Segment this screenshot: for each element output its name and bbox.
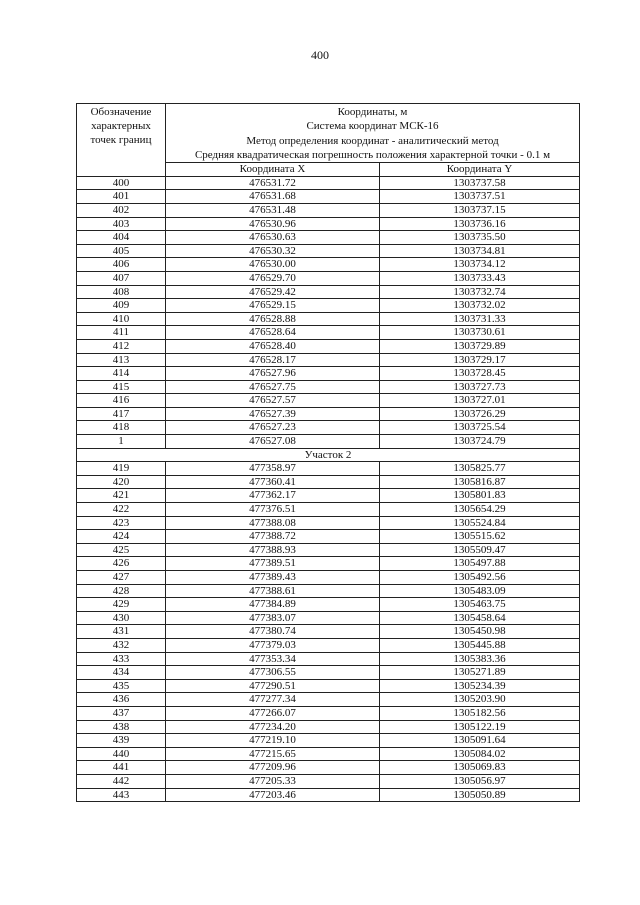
table-row: [77, 761, 580, 775]
y-coordinate-cell: 1305509.47: [380, 543, 580, 557]
x-coordinate-cell: 477376.51: [166, 503, 380, 517]
x-coordinate-cell: 476529.15: [166, 299, 380, 313]
point-id-cell: 420: [77, 475, 166, 489]
table-row: [77, 788, 580, 802]
coords-header-line: Координаты, м: [337, 106, 408, 118]
point-id-cell: 412: [77, 339, 166, 353]
x-coordinate-cell: 477306.55: [166, 666, 380, 680]
point-id-cell: 442: [77, 774, 166, 788]
point-id-cell: 401: [77, 190, 166, 204]
table-row: [77, 190, 580, 204]
x-coordinate-cell: 477389.51: [166, 557, 380, 571]
y-coordinate-cell: 1305825.77: [380, 462, 580, 476]
coords-header-line: Метод определения координат - аналитический метод: [246, 134, 499, 147]
point-id-cell: 441: [77, 761, 166, 775]
y-coordinate-cell: 1303724.79: [380, 435, 580, 449]
point-id-cell: 419: [77, 462, 166, 476]
point-id-cell: 440: [77, 747, 166, 761]
y-coordinate-cell: 1305458.64: [380, 611, 580, 625]
table-row: [77, 774, 580, 788]
x-coordinate-cell: 477209.96: [166, 761, 380, 775]
table-row: [77, 679, 580, 693]
table-row: [77, 421, 580, 435]
table-row: [77, 285, 580, 299]
x-coordinate-cell: 477353.34: [166, 652, 380, 666]
y-coordinate-cell: 1303736.16: [380, 217, 580, 231]
table-header-row: [77, 104, 580, 163]
table-row: [77, 666, 580, 680]
table-row: [77, 353, 580, 367]
table-row: [77, 693, 580, 707]
x-coordinate-cell: 476529.42: [166, 285, 380, 299]
y-coordinate-cell: 1303727.73: [380, 380, 580, 394]
point-id-cell: 430: [77, 611, 166, 625]
y-coordinate-cell: 1305084.02: [380, 747, 580, 761]
point-id-cell: 432: [77, 638, 166, 652]
point-id-cell: 414: [77, 367, 166, 381]
x-coordinate-cell: 477380.74: [166, 625, 380, 639]
y-coordinate-cell: 1303727.01: [380, 394, 580, 408]
table-row: [77, 475, 580, 489]
point-id-cell: 415: [77, 380, 166, 394]
point-id-cell: 416: [77, 394, 166, 408]
point-id-cell: 443: [77, 788, 166, 802]
table-row: [77, 489, 580, 503]
y-coordinate-cell: 1305383.36: [380, 652, 580, 666]
coords-header-line: Система координат МСК-16: [306, 120, 439, 133]
table-row: [77, 530, 580, 544]
point-id-cell: 407: [77, 271, 166, 285]
table-row: [77, 706, 580, 720]
y-coordinate-cell: 1303732.02: [380, 299, 580, 313]
point-header-line: Обозначение: [90, 106, 152, 118]
y-coordinate-cell: 1305497.88: [380, 557, 580, 571]
table-row: [77, 231, 580, 245]
table-row: [77, 312, 580, 326]
section-title: Участок 2: [77, 448, 580, 462]
y-coordinate-cell: 1305483.09: [380, 584, 580, 598]
y-coordinate-cell: 1305122.19: [380, 720, 580, 734]
point-header-line: характерных: [91, 120, 151, 132]
point-id-cell: 404: [77, 231, 166, 245]
point-id-cell: 435: [77, 679, 166, 693]
table-row: [77, 557, 580, 571]
point-id-cell: 417: [77, 407, 166, 421]
x-coordinate-cell: 477277.34: [166, 693, 380, 707]
point-id-cell: 1: [77, 435, 166, 449]
point-id-cell: 405: [77, 244, 166, 258]
y-coordinate-cell: 1303725.54: [380, 421, 580, 435]
y-coordinate-cell: 1303729.17: [380, 353, 580, 367]
table-row: [77, 203, 580, 217]
x-coordinate-cell: 477203.46: [166, 788, 380, 802]
y-coordinate-cell: 1305450.98: [380, 625, 580, 639]
x-coordinate-cell: 476529.70: [166, 271, 380, 285]
y-coordinate-cell: 1303733.43: [380, 271, 580, 285]
table-row: [77, 747, 580, 761]
x-coordinate-cell: 476531.72: [166, 176, 380, 190]
table-row: [77, 503, 580, 517]
table-row: [77, 271, 580, 285]
page-number: 400: [311, 48, 329, 62]
y-coordinate-cell: 1305816.87: [380, 475, 580, 489]
x-coordinate-cell: 477219.10: [166, 734, 380, 748]
x-coordinate-cell: 477383.07: [166, 611, 380, 625]
point-id-cell: 429: [77, 598, 166, 612]
x-coordinate-cell: 477388.72: [166, 530, 380, 544]
x-coordinate-cell: 476527.96: [166, 367, 380, 381]
y-coordinate-cell: 1305234.39: [380, 679, 580, 693]
x-coordinate-cell: 476528.40: [166, 339, 380, 353]
x-coordinate-cell: 476528.64: [166, 326, 380, 340]
point-id-cell: 434: [77, 666, 166, 680]
point-id-cell: 438: [77, 720, 166, 734]
x-coordinate-cell: 476527.39: [166, 407, 380, 421]
section-title-row: [77, 448, 580, 462]
y-coordinate-cell: 1303737.51: [380, 190, 580, 204]
table-row: [77, 543, 580, 557]
y-coordinate-cell: 1305056.97: [380, 774, 580, 788]
y-coordinate-cell: 1305271.89: [380, 666, 580, 680]
x-coordinate-cell: 477388.61: [166, 584, 380, 598]
y-coordinate-cell: 1305445.88: [380, 638, 580, 652]
point-id-cell: 428: [77, 584, 166, 598]
y-coordinate-cell: 1303726.29: [380, 407, 580, 421]
y-coordinate-cell: 1303737.15: [380, 203, 580, 217]
table-row: [77, 598, 580, 612]
point-id-cell: 436: [77, 693, 166, 707]
y-coordinate-cell: 1303729.89: [380, 339, 580, 353]
x-coordinate-cell: 477358.97: [166, 462, 380, 476]
table-row: [77, 217, 580, 231]
point-id-cell: 400: [77, 176, 166, 190]
x-coordinate-cell: 476528.88: [166, 312, 380, 326]
x-coordinate-cell: 477205.33: [166, 774, 380, 788]
point-id-cell: 439: [77, 734, 166, 748]
point-id-cell: 422: [77, 503, 166, 517]
point-id-cell: 423: [77, 516, 166, 530]
table-row: [77, 407, 580, 421]
point-id-cell: 427: [77, 571, 166, 585]
point-id-cell: 406: [77, 258, 166, 272]
y-coordinate-cell: 1305654.29: [380, 503, 580, 517]
point-id-cell: 418: [77, 421, 166, 435]
table-row: [77, 244, 580, 258]
y-coordinate-cell: 1305492.56: [380, 571, 580, 585]
y-coordinate-cell: 1305524.84: [380, 516, 580, 530]
point-id-cell: 408: [77, 285, 166, 299]
y-coordinate-cell: 1303735.50: [380, 231, 580, 245]
x-coordinate-cell: 477362.17: [166, 489, 380, 503]
table-row: [77, 734, 580, 748]
x-coordinate-cell: 476530.00: [166, 258, 380, 272]
table-row: [77, 611, 580, 625]
y-coordinate-cell: 1303732.74: [380, 285, 580, 299]
table-row: [77, 435, 580, 449]
point-id-cell: 424: [77, 530, 166, 544]
x-coordinate-cell: 477384.89: [166, 598, 380, 612]
point-id-cell: 425: [77, 543, 166, 557]
x-coordinate-cell: 476531.48: [166, 203, 380, 217]
table-row: [77, 339, 580, 353]
x-coordinate-cell: 476530.63: [166, 231, 380, 245]
point-id-cell: 421: [77, 489, 166, 503]
table-row: [77, 584, 580, 598]
table-row: [77, 571, 580, 585]
x-coordinate-cell: 476530.32: [166, 244, 380, 258]
y-coordinate-cell: 1303734.81: [380, 244, 580, 258]
x-coordinate-cell: 477290.51: [166, 679, 380, 693]
point-id-cell: 413: [77, 353, 166, 367]
y-coordinate-cell: 1303731.33: [380, 312, 580, 326]
coordinates-header: [166, 104, 580, 163]
point-id-cell: 426: [77, 557, 166, 571]
table-row: [77, 625, 580, 639]
x-coordinate-cell: 477266.07: [166, 706, 380, 720]
table-row: [77, 380, 580, 394]
x-coordinate-cell: 476527.57: [166, 394, 380, 408]
x-coordinate-cell: 476527.75: [166, 380, 380, 394]
point-id-cell: 403: [77, 217, 166, 231]
y-coordinate-cell: 1305182.56: [380, 706, 580, 720]
table-row: [77, 176, 580, 190]
y-coordinate-cell: 1303734.12: [380, 258, 580, 272]
table-row: [77, 720, 580, 734]
point-id-cell: 402: [77, 203, 166, 217]
table-row: [77, 652, 580, 666]
x-coordinate-cell: 476527.23: [166, 421, 380, 435]
point-id-cell: 409: [77, 299, 166, 313]
x-coordinate-cell: 477389.43: [166, 571, 380, 585]
table-row: [77, 367, 580, 381]
table-row: [77, 462, 580, 476]
x-coordinate-cell: 477379.03: [166, 638, 380, 652]
x-coordinate-cell: 477388.93: [166, 543, 380, 557]
point-id-cell: 410: [77, 312, 166, 326]
table-row: [77, 326, 580, 340]
point-id-cell: 411: [77, 326, 166, 340]
coords-header-line: Средняя квадратическая погрешность положения характерной точки - 0.1 м: [194, 148, 551, 161]
table-row: [77, 394, 580, 408]
y-coordinate-cell: 1305463.75: [380, 598, 580, 612]
coordinates-table: [76, 103, 580, 802]
y-coordinate-cell: 1305050.89: [380, 788, 580, 802]
y-column-header: Координата Y: [380, 163, 580, 177]
y-coordinate-cell: 1303737.58: [380, 176, 580, 190]
x-coordinate-cell: 476528.17: [166, 353, 380, 367]
table-row: [77, 516, 580, 530]
x-coordinate-cell: 476527.08: [166, 435, 380, 449]
point-id-cell: 433: [77, 652, 166, 666]
x-coordinate-cell: 477234.20: [166, 720, 380, 734]
point-id-cell: 431: [77, 625, 166, 639]
y-coordinate-cell: 1303728.45: [380, 367, 580, 381]
x-coordinate-cell: 476531.68: [166, 190, 380, 204]
point-header-line: точек границ: [90, 134, 152, 146]
table-row: [77, 258, 580, 272]
point-id-cell: 437: [77, 706, 166, 720]
table-row: [77, 299, 580, 313]
y-coordinate-cell: 1303730.61: [380, 326, 580, 340]
point-designation-header: [77, 104, 166, 177]
y-coordinate-cell: 1305203.90: [380, 693, 580, 707]
y-coordinate-cell: 1305091.64: [380, 734, 580, 748]
y-coordinate-cell: 1305801.83: [380, 489, 580, 503]
y-coordinate-cell: 1305069.83: [380, 761, 580, 775]
x-coordinate-cell: 477215.65: [166, 747, 380, 761]
x-coordinate-cell: 477388.08: [166, 516, 380, 530]
x-coordinate-cell: 477360.41: [166, 475, 380, 489]
x-coordinate-cell: 476530.96: [166, 217, 380, 231]
y-coordinate-cell: 1305515.62: [380, 530, 580, 544]
table-row: [77, 638, 580, 652]
x-column-header: Координата X: [166, 163, 380, 177]
